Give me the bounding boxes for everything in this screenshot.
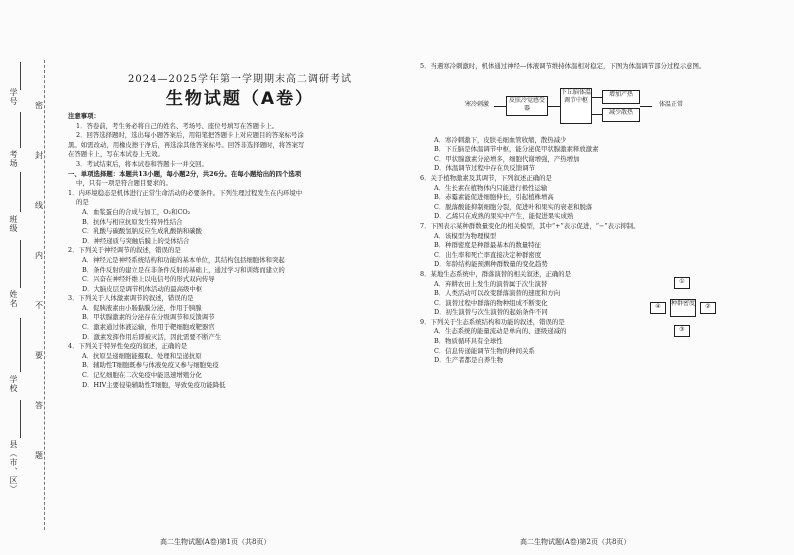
option-line: D．生产者都是自养生物 — [434, 356, 504, 365]
seal-char: 密 — [35, 101, 43, 110]
option-line: A．生态系统的能量流动是单向的、逐级递减的 — [434, 327, 567, 336]
option-line: A．生长素在植物体内只能进行极性运输 — [434, 183, 548, 192]
text-line: 黑。如需改动，用橡皮擦干净后，再选涂其他答案标号。回答非选择题时，将答案写 — [68, 140, 305, 149]
flow-arrow — [640, 106, 652, 107]
flow-arrow — [548, 106, 560, 107]
option-line: D．激素发挥作用后即被灭活，因此需要不断产生 — [82, 332, 222, 341]
option-line: D．神经递质与突触后膜上的受体结合 — [82, 236, 190, 245]
seal-char: 题 — [35, 451, 43, 460]
option-line: A．神经元是神经系统结构和功能的基本单位，其结构包括细胞体和突起 — [82, 255, 285, 264]
thermoregulation-flow-diagram — [460, 88, 690, 124]
left-column — [68, 112, 410, 390]
seal-char: 答 — [35, 401, 43, 410]
option-line: A．抗原呈递细胞能摄取、处理和呈递抗原 — [82, 351, 202, 360]
option-line: D．初生演替与次生演替的起始条件不同 — [434, 308, 548, 317]
question-stem: 9．下列关于生态系统结构和功能的叙述，错误的是 — [420, 317, 565, 326]
text-line: 1．答卷前，考生务必将自己的姓名、考场号、座位号填写在答题卡上。 — [76, 121, 279, 130]
flow-arrow — [592, 97, 602, 98]
margin-label-class: 班级 — [9, 215, 18, 233]
option-line: C．信息传递能调节生物的种间关系 — [434, 346, 535, 355]
page-footer-left: 高二生物试题(A卷)第1页（共8页） — [160, 538, 271, 546]
question-stem: 3．下列关于人体激素调节的叙述，错误的是 — [68, 294, 194, 303]
seal-dashed-line — [44, 60, 45, 530]
option-line: C．激素通过体液运输，作用于靶细胞或靶器官 — [82, 323, 215, 332]
text-line: 在答题卡上，写在本试卷上无效。 — [68, 150, 164, 159]
text-line: 2．回答选择题时，选出每小题答案后，用铅笔把答题卡上对应题目的答案标号涂 — [76, 131, 304, 140]
option-line: B．甲状腺激素的分泌存在分级调节和反馈调节 — [82, 313, 215, 322]
margin-label-room: 考场 — [9, 150, 18, 168]
text-line: 3．考试结束后，将本试卷和答题卡一并交回。 — [76, 159, 208, 168]
option-line: A．血浆蛋白的合成与加工，O₂和CO₂ — [82, 207, 191, 216]
seal-char: 不 — [35, 301, 43, 310]
section-heading: 一、单项选择题：本题共13小题，每小题2分，共26分。在每小题给出的四个选项 — [68, 169, 302, 178]
cycle-node: ① — [674, 277, 690, 289]
margin-fill-line — [20, 172, 21, 212]
option-line: C．记忆细胞在二次免疫中能迅速增殖分化 — [82, 371, 202, 380]
option-line: D．大脑皮层是调节机体活动的最高级中枢 — [82, 284, 203, 293]
option-line: B．条件反射的建立是在非条件反射的基础上，通过学习和训练而建立的 — [82, 265, 285, 274]
option-line: C．出生率和死亡率直接决定种群密度 — [434, 250, 542, 259]
cycle-node: ③ — [674, 325, 690, 337]
option-line: A．促胰液素由小肠黏膜分泌，作用于胰腺 — [82, 303, 202, 312]
margin-fill-line — [20, 240, 21, 288]
flow-arrow — [494, 106, 506, 107]
margin-fill-line — [20, 62, 21, 90]
question-stem: 6．关于植物激素及其调节，下列叙述正确的是 — [420, 173, 552, 182]
option-line: D．乙烯只在成熟的果实中产生，能促进果实成熟 — [434, 212, 574, 221]
option-line: C．脱落酸能抑制细胞分裂，促进叶和果实的衰老和脱落 — [434, 202, 593, 211]
question-stem: 4．下列关于特异性免疫的叙述，正确的是 — [68, 342, 188, 351]
binding-margin — [0, 0, 58, 555]
flow-arrow — [592, 114, 602, 115]
margin-fill-line — [20, 400, 21, 438]
seal-char: 封 — [35, 151, 43, 160]
question-stem: 2．下列关于神经调节的叙述，错误的是 — [68, 246, 181, 255]
question-stem: 1．内环境稳态是机体进行正常生命活动的必要条件。下列生理过程发生在内环境中 — [68, 188, 303, 197]
seal-char: 线 — [35, 201, 43, 210]
flow-end-label: 体温正常 — [658, 101, 683, 108]
seal-char: 内 — [35, 251, 43, 260]
option-line: B．人类活动可以改变群落演替的速度和方向 — [434, 289, 561, 298]
option-line: B．下丘脑是体温调节中枢，能分泌促甲状腺激素释放激素 — [434, 145, 599, 154]
option-line: D．体温调节过程中存在负反馈调节 — [434, 164, 535, 173]
option-line: B．抗体与相应抗原发生特异性结合 — [82, 217, 183, 226]
margin-fill-line — [20, 318, 21, 372]
margin-fill-line — [20, 112, 21, 148]
text-line: 的是 — [76, 198, 89, 207]
question-stem: 7．下图表示某种群数量变化的相关模型，其中“+”表示促进，“−”表示抑制。 — [420, 221, 640, 230]
option-line: A．弃耕农田上发生的演替属于次生演替 — [434, 279, 548, 288]
option-line: C．乳酸与碳酸氢钠反应生成乳酸钠和碳酸 — [82, 227, 202, 236]
cycle-node: ④ — [650, 302, 666, 314]
population-model-diagram — [650, 277, 714, 337]
flow-box-heat-loss: 减少散热 — [602, 108, 640, 122]
margin-label-school: 学校 — [9, 375, 18, 393]
option-line: A．寒冷刺激下，皮肤毛细血管收缩，散热减少 — [434, 135, 567, 144]
option-line: B．种群密度是种群最基本的数量特征 — [434, 241, 541, 250]
option-line: D．年龄结构能预测种群数量的变化趋势 — [434, 260, 548, 269]
option-line: C．甲状腺激素分泌增多，细胞代谢增强，产热增加 — [434, 154, 580, 163]
text-line: 中，只有一项是符合题目要求的。 — [76, 179, 172, 188]
flow-box-hypothalamus: 下丘脑体温调节中枢 — [560, 88, 592, 124]
flow-box-receptor: 皮肤冷觉感受器 — [506, 96, 548, 116]
option-line: D．HIV主要侵染辅助性T细胞，导致免疫功能降低 — [82, 380, 226, 389]
flow-start-label: 寒冷刺激 — [464, 101, 489, 108]
margin-label-county: 县（市、区） — [9, 440, 18, 494]
subject-title: 生物试题（A卷） — [165, 89, 315, 109]
option-line: B．辅助性T细胞既参与体液免疫又参与细胞免疫 — [82, 361, 219, 370]
option-line: C．演替过程中群落的物种组成不断变化 — [434, 298, 548, 307]
flow-box-heat-production: 增加产热 — [602, 90, 640, 104]
cycle-center: 种群密度 — [670, 299, 696, 317]
option-line: A．该模型为物理模型 — [434, 231, 497, 240]
question-stem: 5．当遇寒冷刺激时，机体通过神经—体液调节维持体温相对稳定，下图为体温调节部分过程示意图。 — [420, 62, 706, 70]
cycle-node: ② — [700, 302, 716, 314]
option-line: B．赤霉素能促进细胞伸长，引起植株增高 — [434, 193, 554, 202]
page-footer-right: 高二生物试题(A卷)第2页（共8页） — [520, 538, 631, 546]
notice-heading: 注意事项： — [68, 112, 100, 120]
seal-char: 要 — [35, 351, 43, 360]
margin-label-student-id: 学号 — [9, 88, 18, 106]
margin-label-name: 姓名 — [9, 290, 18, 308]
option-line: C．兴奋在神经纤维上以电信号的形式双向传导 — [82, 275, 215, 284]
question-stem: 8．某地生态系统中，群落演替的相关叙述，正确的是 — [420, 269, 572, 278]
exam-title: 2024—2025学年第一学期期末高二调研考试 — [128, 74, 352, 85]
option-line: B．物质循环具有全球性 — [434, 337, 503, 346]
